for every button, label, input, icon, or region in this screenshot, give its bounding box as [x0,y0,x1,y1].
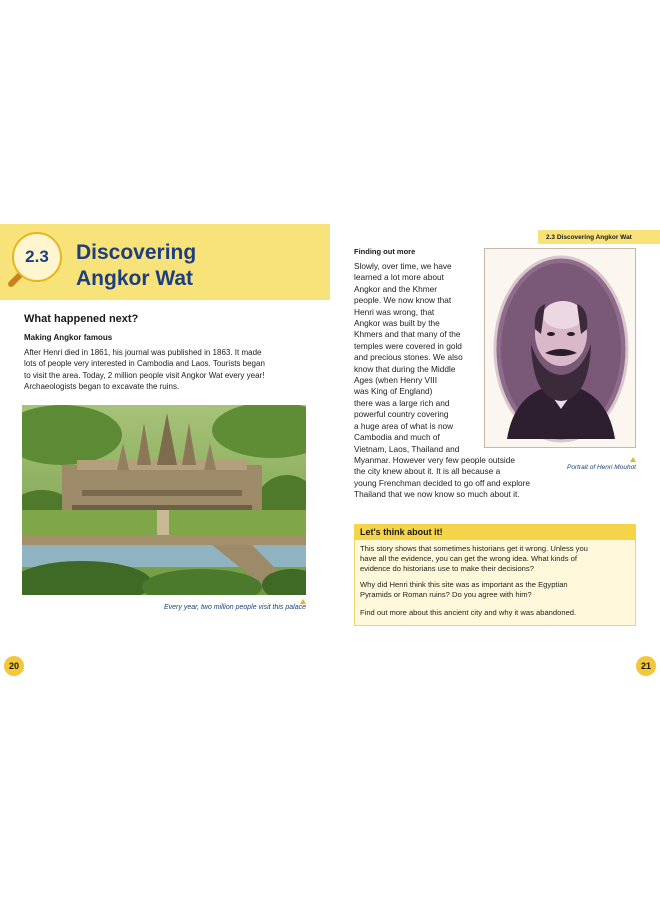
paragraph-line: After Henri died in 1861, his journal was published in 1863. It made [24,348,262,357]
paragraph-line: Why did Henri think this site was as important as the Egyptian [360,580,568,589]
paragraph-line: Khmers and that many of the [354,329,461,340]
think-paragraph-2 [360,580,632,600]
paragraph-line: Find out more about this ancient city and why it was abandoned. [360,608,577,617]
lesson-number: 2.3 [25,247,49,266]
page-number-text: 21 [640,661,651,671]
paragraph-line: a huge area of what is now [354,420,454,431]
paragraph-line: Archaeologists began to excavate the ruins. [24,381,180,391]
paragraph-line: Vietnam, Laos, Thailand and [354,443,460,454]
running-header-text: 2.3 Discovering Angkor Wat [546,233,632,241]
paragraph-line: was King of England) [354,386,433,397]
page-number-left [4,656,24,676]
paragraph-line: people. We now know that [354,295,452,306]
caption-marker-icon [630,457,636,462]
think-box-heading: Let's think about it! [354,524,636,540]
page-number-right [636,656,656,676]
paragraph-line: Ages (when Henry VIII [354,375,438,386]
paragraph-line: have all the evidence, you can get the wrong idea. What kinds of [360,554,577,563]
lesson-title-line: Angkor Wat [76,267,194,290]
paragraph-line: Myanmar. However very few people outside [354,454,515,465]
angkor-wat-illustration [22,405,306,595]
lesson-number-badge [12,232,62,282]
lesson-title-line: Discovering [76,241,197,264]
page-number-text: 20 [8,661,19,671]
paragraph-line: the city knew about it. It is all because a [354,466,501,477]
lesson-title [76,240,326,292]
think-paragraph-3 [360,608,632,618]
paragraph-line: and precious stones. We also [354,352,463,363]
paragraph-line: Henri was wrong, that [354,306,435,317]
paragraph-line: Slowly, over time, we have [354,261,452,271]
paragraph-line: know that during the Middle [354,363,456,374]
think-paragraph-1 [360,544,632,574]
paragraph-line: temples were covered in gold [354,340,462,351]
paragraph-line: there was a large rich and [354,397,450,408]
paragraph-line: young Frenchman decided to go off and explore [354,477,531,488]
photo-caption: Every year, two million people visit this palace [163,604,306,611]
angkor-wat-photo [22,405,306,595]
paragraph-line: Pyramids or Roman ruins? Do you agree with him? [360,590,532,599]
body-paragraph [24,347,306,392]
henri-mouhot-portrait [484,248,636,448]
section-heading: What happened next? [24,313,139,325]
paragraph-line: powerful country covering [354,409,449,420]
subheading: Making Angkor famous [24,333,113,342]
subheading-finding: Finding out more [354,247,416,256]
paragraph-line: Angkor and the Khmer [354,283,438,294]
paragraph-line: to visit the area. Today, 2 million people visit Angkor Wat every year! [24,370,265,380]
paragraph-line: Cambodia and much of [354,432,440,443]
paragraph-line: lots of people very interested in Cambodia and Laos. Tourists began [24,359,265,369]
portrait-illustration [485,249,636,448]
paragraph-line: This story shows that sometimes historians get it wrong. Unless you [360,544,588,553]
paragraph-line: evidence do historians use to make their decisions? [360,564,534,573]
paragraph-line: learned a lot more about [354,272,444,283]
running-header [538,230,660,244]
paragraph-line: Angkor was built by the [354,318,440,329]
portrait-caption: Portrait of Henri Mouhot [566,464,636,471]
paragraph-line: Thailand that we now know so much about it. [354,489,520,500]
